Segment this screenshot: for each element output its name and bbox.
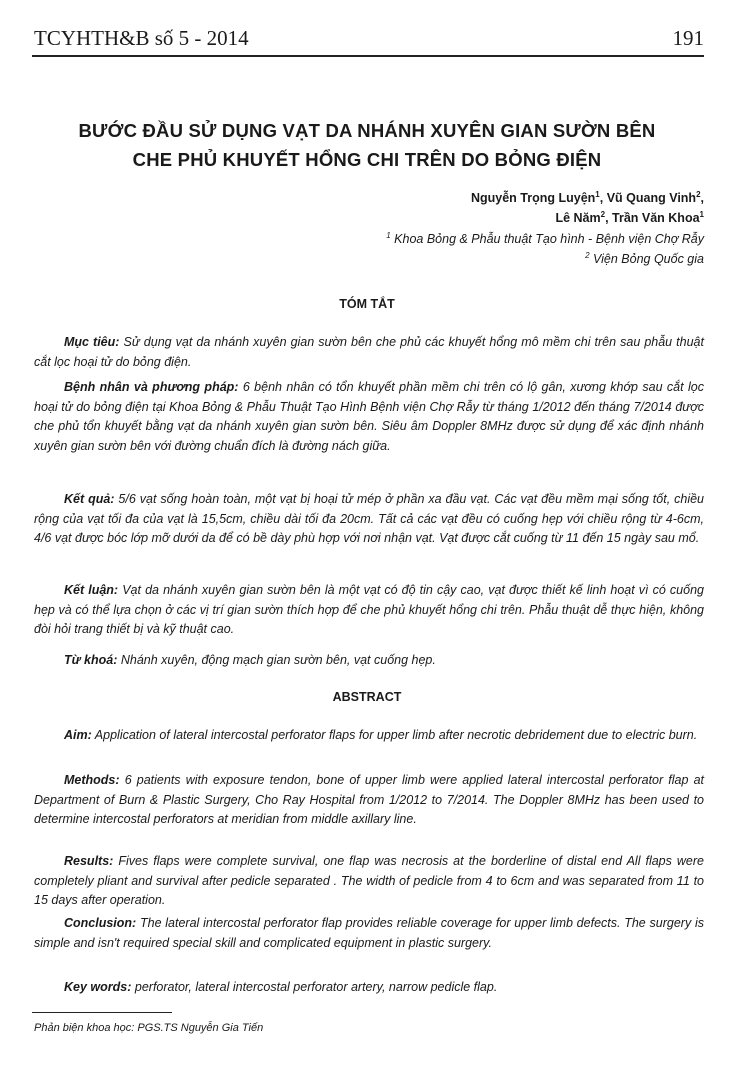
para-text: perforator, lateral intercostal perforator artery, narrow pedicle flap. — [134, 980, 498, 994]
author-affil-mark: 1 — [595, 189, 600, 199]
running-header — [34, 26, 704, 50]
tomtat-ket-qua — [34, 490, 704, 549]
para-text: Application of lateral intercostal perforator flaps for upper limb after necrotic debridement due to electric burn. — [94, 728, 698, 742]
journal-issue: TCYHTH&B số 5 - 2014 — [34, 26, 249, 50]
para-label: Mục tiêu: — [64, 335, 120, 349]
affiliations — [386, 229, 704, 269]
author-line-1: Nguyễn Trọng Luyện$^1$, Vũ Quang Vinh$^2$, — [470, 189, 704, 205]
tomtat-benh-nhan — [34, 378, 704, 456]
para-text: Sử dụng vạt da nhánh xuyên gian sườn bên che phủ các khuyết hổng mô mềm chi trên sau phẫu thuật cắt lọc hoại tử do bỏng điện. — [34, 335, 704, 369]
para-text: Fives flaps were complete survival, one flap was necrosis at the borderline of distal end All flaps were completely pliant and survival after pedicle separated . The width of pedicle from 4 to 6cm and was separated from 11 to 15 days after operation. — [34, 854, 704, 907]
article-title — [20, 116, 714, 174]
abstract-results — [34, 852, 704, 911]
para-label: Kết luận: — [64, 583, 119, 597]
author-list — [471, 188, 704, 228]
header-rule — [32, 55, 704, 57]
para-text: Vạt da nhánh xuyên gian sườn bên là một vạt có độ tin cậy cao, vạt được thiết kế linh hoạt vì có cuống hẹp và có thể lựa chọn ở các vị trí gian sườn thích hợp để che phủ khuyết hổng chi trên. Phẫu thuật dễ thực hiện, không đòi hỏi trang thiết bị và kỹ thuật cao. — [34, 583, 704, 636]
para-label: Key words: — [64, 980, 132, 994]
para-label: Results: — [64, 854, 114, 868]
para-label: Aim: — [64, 728, 92, 742]
affiliation-1 — [386, 229, 704, 249]
para-label: Từ khoá: — [64, 653, 118, 667]
title-line-1: BƯỚC ĐẦU SỬ DỤNG VẠT DA NHÁNH XUYÊN GIAN SƯỜN BÊN — [78, 120, 656, 141]
abstract-aim — [34, 726, 704, 746]
title-line-2: CHE PHỦ KHUYẾT HỔNG CHI TRÊN DO BỎNG ĐIỆN — [132, 149, 602, 170]
para-label: Kết quả: — [64, 492, 115, 506]
author-name: Vũ Quang Vinh — [606, 191, 697, 205]
para-label: Bệnh nhân và phương pháp: — [64, 380, 239, 394]
abstract-conclusion — [34, 914, 704, 953]
author-affil-mark: 2 — [600, 209, 606, 219]
para-text: Nhánh xuyên, động mạch gian sườn bên, vạt cuống hẹp. — [120, 653, 436, 667]
author-name: Nguyễn Trọng Luyện — [470, 191, 596, 205]
affil-text: Khoa Bỏng & Phẫu thuật Tạo hình - Bệnh viện Chợ Rẫy — [394, 232, 704, 246]
para-text: 6 patients with exposure tendon, bone of upper limb were applied lateral intercostal perforator flap at Department of Burn & Plastic Surgery, Cho Ray Hospital from 1/2012 to 7/2014. The Doppler 8MHz has been used to determine intercostal perforators at meridian from middle axillary line. — [34, 773, 705, 826]
tomtat-tu-khoa — [34, 651, 704, 671]
author-affil-mark: 2 — [696, 189, 701, 199]
affiliation-2 — [386, 249, 704, 269]
affil-mark: 1 — [386, 230, 391, 240]
para-text: 5/6 vạt sống hoàn toàn, một vạt bị hoại tử mép ở phần xa đầu vạt. Các vạt đều mềm mại sống tốt, chiều rộng của vạt tối đa của vạt là 15,5cm, chiều dài tối đa 20cm. Tất cả các vạt đều có cuống hẹp với chiều rộng từ 4-6cm, 4/6 vạt được bóc lớp mỡ dưới da để có bề dày phù hợp với nơi nhận vạt. Vạt được cắt cuống từ 11 đến 15 ngày sau mổ. — [34, 492, 704, 545]
affil-text: Viện Bỏng Quốc gia — [593, 252, 704, 266]
author-affil-mark: 1 — [699, 209, 704, 219]
author-name: Lê Năm — [555, 211, 601, 225]
tomtat-ket-luan — [34, 581, 704, 640]
abstract-methods — [34, 771, 704, 830]
author-name: Trần Văn Khoa — [612, 211, 700, 225]
footnote-rule — [32, 1012, 172, 1013]
tomtat-heading: TÓM TẮT — [339, 297, 395, 311]
page-number: 191 — [672, 26, 704, 50]
abstract-keywords — [34, 978, 704, 998]
para-label: Conclusion: — [64, 916, 137, 930]
tomtat-muc-tieu — [34, 333, 704, 372]
reviewer-footnote: Phản biện khoa học: PGS.TS Nguyễn Gia Tiến — [34, 1022, 264, 1034]
para-text: 6 bệnh nhân có tổn khuyết phần mềm chi trên có lộ gân, xương khớp sau cắt lọc hoại tử do bỏng điện tại Khoa Bỏng & Phẫu Thuật Tạo Hình Bệnh viện Chợ Rẫy từ tháng 1/2012 đến tháng 7/2014 được che phủ tổn khuyết bằng vạt da nhánh xuyên gian sườn bên. Siêu âm Doppler 8MHz được sử dụng để xác định nhánh xuyên gian sườn bên với đường chuẩn đích là đường nách giữa. — [34, 380, 704, 453]
author-line-2: Lê Năm$^2$, Trần Văn Khoa$^1$ — [555, 209, 704, 225]
affil-mark: 2 — [585, 250, 590, 260]
abstract-heading: ABSTRACT — [332, 690, 402, 704]
para-label: Methods: — [64, 773, 120, 787]
para-text: The lateral intercostal perforator flap provides reliable coverage for upper limb defects. The surgery is simple and isn't required special skill and complicated equipment in plastic surgery. — [34, 916, 704, 950]
